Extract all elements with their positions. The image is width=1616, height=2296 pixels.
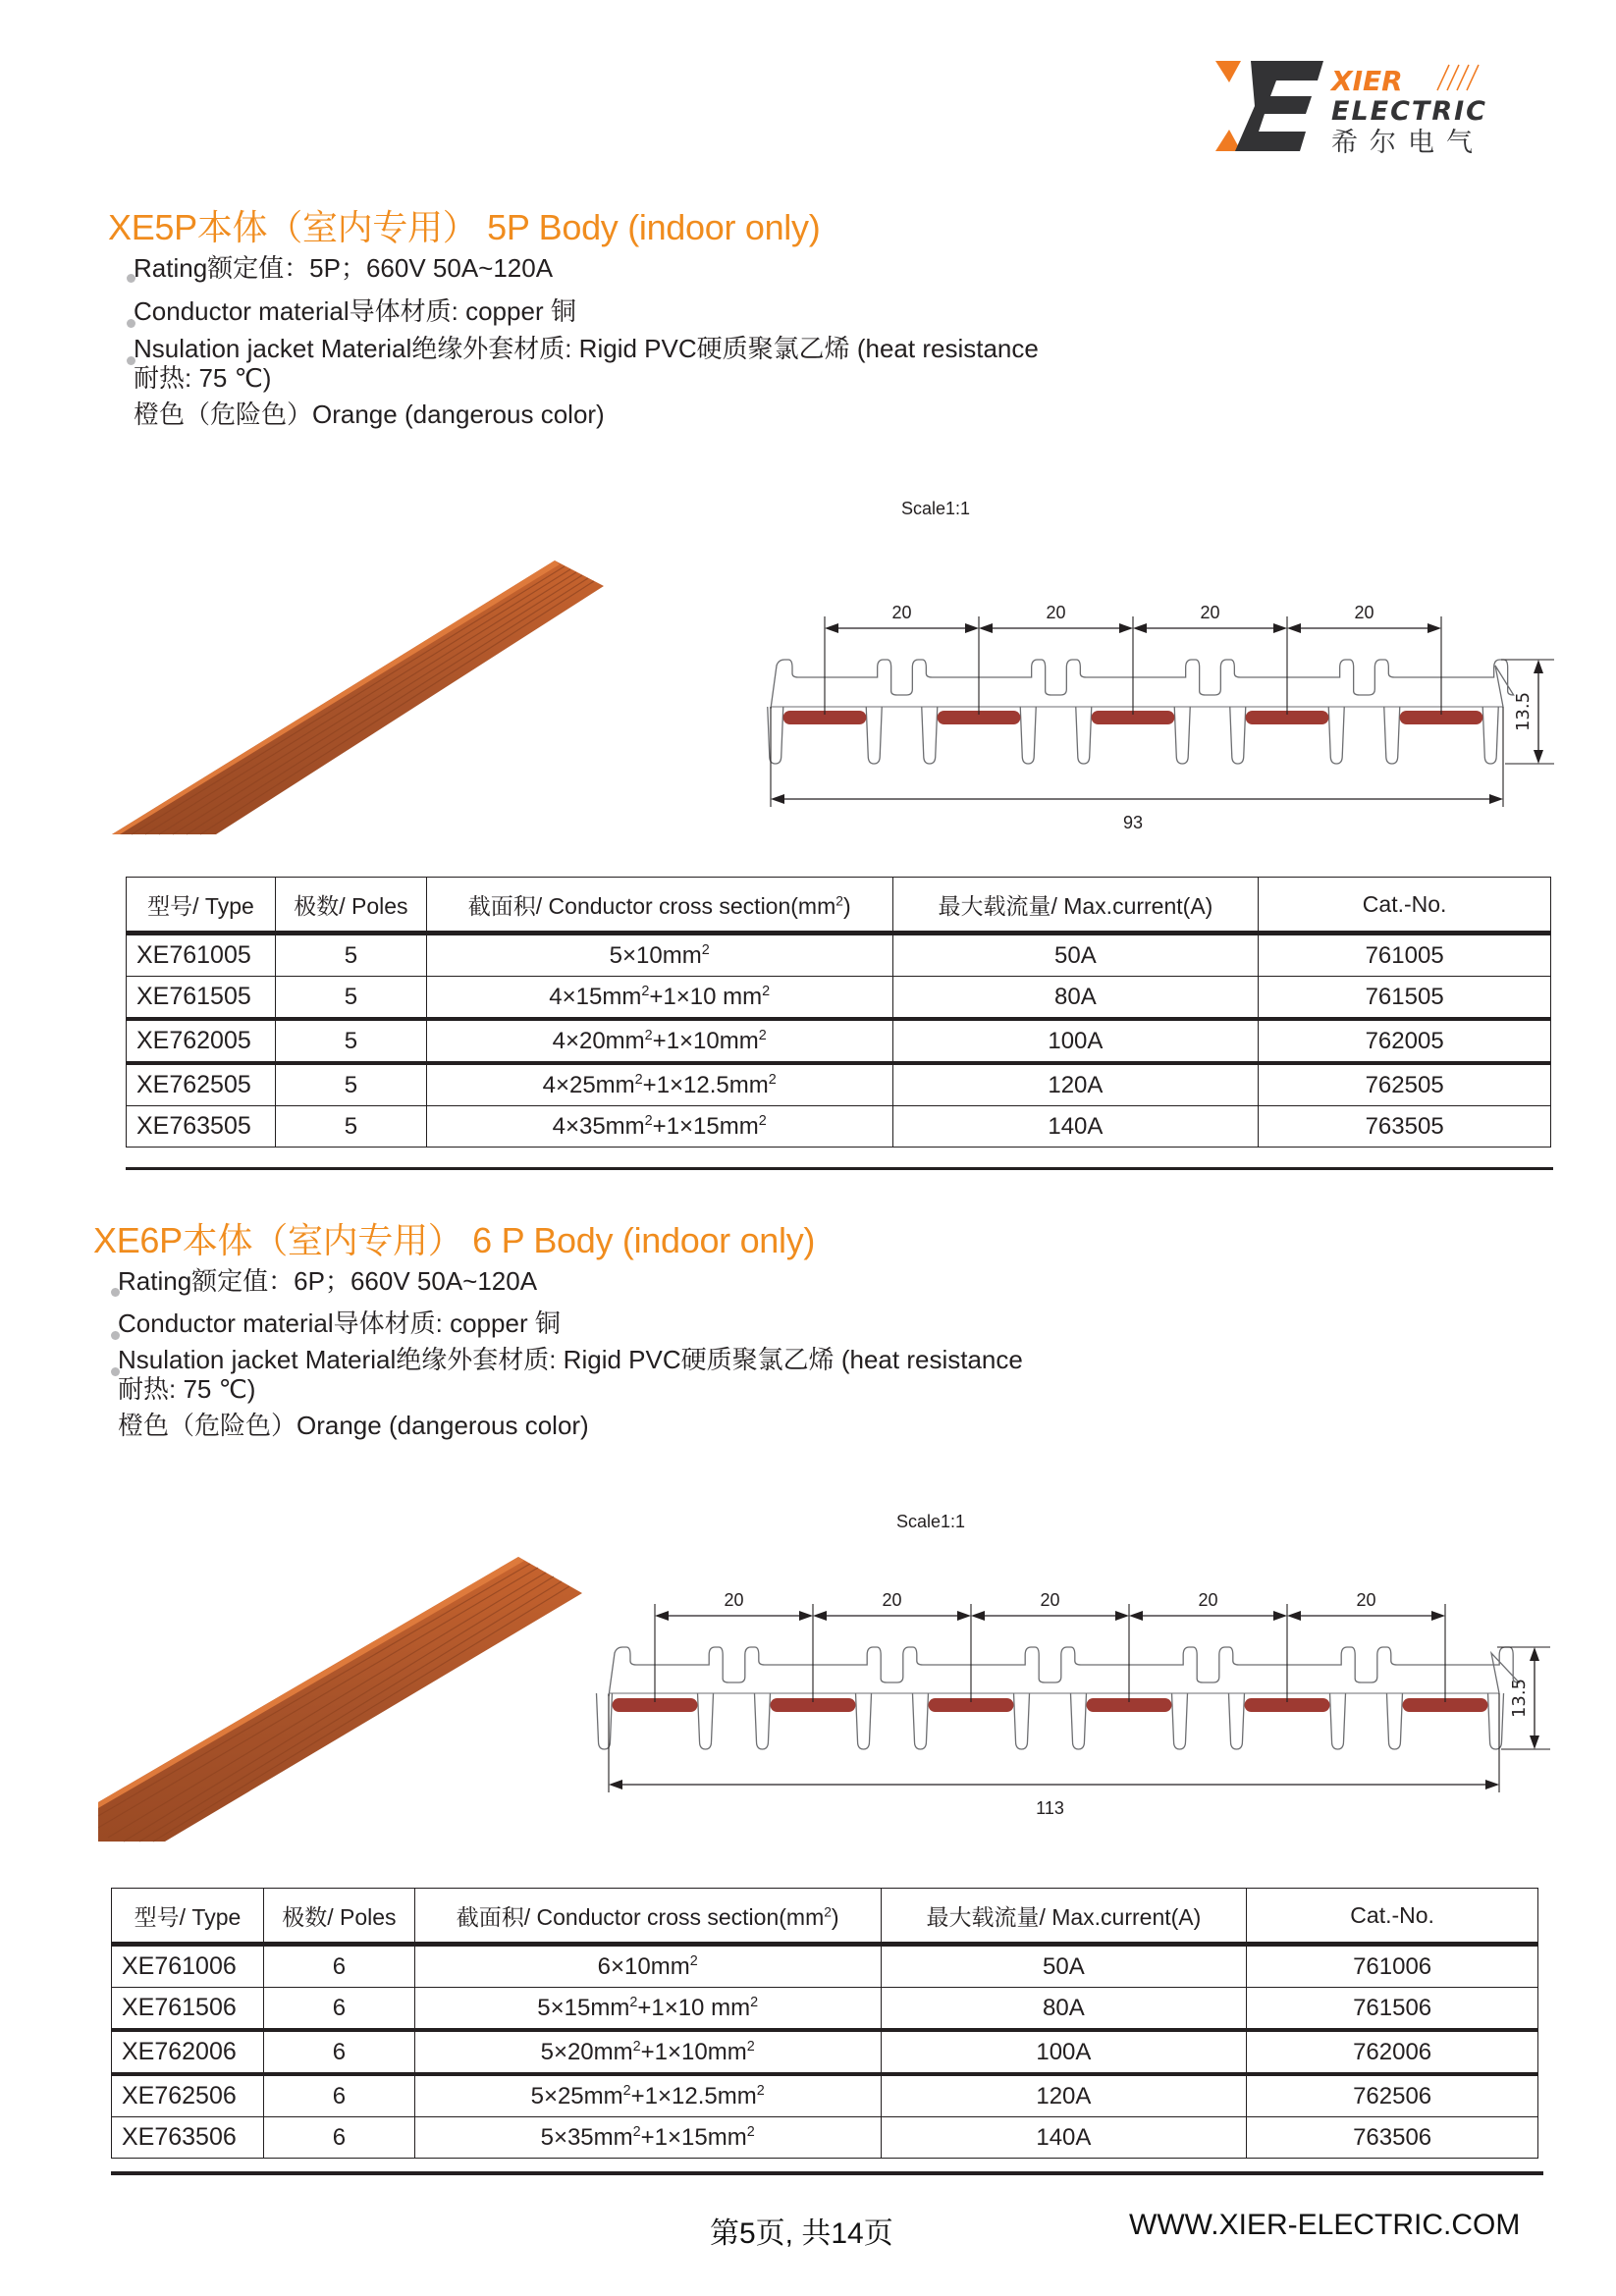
cell-poles: 6 [263, 2117, 414, 2159]
section-title-5p: XE5P本体（室内专用） 5P Body (indoor only) [108, 207, 821, 247]
table-header-row [127, 878, 1551, 934]
spec-conductor: Conductor material导体材质: copper 铜 [134, 296, 576, 326]
cell-cat-no: 763506 [1247, 2117, 1538, 2159]
cell-cat-no: 762005 [1259, 1019, 1551, 1063]
cell-cross-section: $4\times 25mm^2+1\times 12.5mm^2$ [426, 1063, 892, 1106]
cell-type: XE763505 [127, 1106, 276, 1148]
cell-poles: 6 [263, 2074, 414, 2117]
header-type: 型号/ Type [112, 1889, 264, 1945]
pitch-dimension [813, 1590, 971, 1621]
table-header-row [112, 1889, 1538, 1945]
cell-type: XE762505 [127, 1063, 276, 1106]
cell-max-current: 100A [892, 1019, 1259, 1063]
cell-poles: 5 [275, 1106, 426, 1148]
cell-type: XE762005 [127, 1019, 276, 1063]
pitch-dimension [825, 603, 979, 633]
pitch-dimension-label: 20 [1198, 1590, 1218, 1610]
section-divider [126, 1167, 1553, 1170]
technical-drawing-6p [594, 1590, 1556, 1860]
cell-cat-no: 761006 [1247, 1945, 1538, 1988]
cell-max-current: 120A [892, 1063, 1259, 1106]
spec-table-6p [111, 1888, 1538, 2159]
brand-name-line2: ELECTRIC [1331, 96, 1487, 127]
header-max-current: 最大载流量/ Max.current(A) [892, 878, 1259, 934]
cell-cat-no: 761506 [1247, 1988, 1538, 2031]
brand-name-cn: 希尔电气 [1331, 128, 1484, 158]
header-type: 型号/ Type [127, 878, 276, 934]
table-row [127, 934, 1551, 977]
cell-cat-no: 761505 [1259, 977, 1551, 1020]
table-row [127, 977, 1551, 1020]
table-row [127, 1063, 1551, 1106]
cell-type: XE761505 [127, 977, 276, 1020]
pitch-dimension [655, 1590, 813, 1621]
cell-poles: 5 [275, 977, 426, 1020]
width-dimension-label: 113 [1036, 1798, 1064, 1818]
cell-type: XE761506 [112, 1988, 264, 2031]
cell-type: XE762506 [112, 2074, 264, 2117]
header-cat-no: Cat.-No. [1247, 1889, 1538, 1945]
page-number: 第5页, 共14页 [710, 2217, 893, 2250]
pitch-dimension [1287, 1590, 1445, 1621]
cell-type: XE763506 [112, 2117, 264, 2159]
table-row [127, 1019, 1551, 1063]
height-dimension-label: 13.5 [1509, 1678, 1530, 1719]
xe-logo-mark-icon [1215, 57, 1539, 158]
drawing-scale-label: Scale1:1 [896, 1512, 966, 1531]
header-cross-section: 截面积/ Conductor cross $section(mm^2)$ [414, 1889, 881, 1945]
pitch-dimension [1129, 1590, 1287, 1621]
cell-cat-no: 762506 [1247, 2074, 1538, 2117]
header-poles: 极数/ Poles [263, 1889, 414, 1945]
header-poles: 极数/ Poles [275, 878, 426, 934]
pitch-dimension-label: 20 [891, 603, 912, 622]
cell-max-current: 80A [881, 1988, 1247, 2031]
brand-name-line1: XIER [1331, 65, 1403, 97]
cell-type: XE761005 [127, 934, 276, 977]
cell-poles: 6 [263, 1945, 414, 1988]
pitch-dimension-label: 20 [882, 1590, 902, 1610]
pitch-dimension-label: 20 [1040, 1590, 1060, 1610]
header-max-current: 最大载流量/ Max.current(A) [881, 1889, 1247, 1945]
busbar-product-image-5p [108, 555, 609, 844]
height-dimension [1497, 1647, 1550, 1749]
table-row [112, 1988, 1538, 2031]
spec-rating: Rating额定值：6P；660V 50A~120A [118, 1266, 538, 1296]
cell-poles: 6 [263, 2030, 414, 2074]
width-dimension [609, 1693, 1499, 1818]
cell-max-current: 120A [881, 2074, 1247, 2117]
section-title-6p: XE6P本体（室内专用） 6 P Body (indoor only) [93, 1220, 816, 1260]
width-dimension-label: 93 [1122, 813, 1144, 832]
website-link[interactable]: WWW.XIER-ELECTRIC.COM [1129, 2209, 1521, 2241]
technical-drawing-5p [756, 599, 1541, 839]
cell-cross-section: $4\times 15mm^2+1\times 10$ $mm^2$ [426, 977, 892, 1020]
cell-cat-no: 763505 [1259, 1106, 1551, 1148]
cell-cross-section: $4\times 35mm^2+1\times 15mm^2$ [426, 1106, 892, 1148]
height-dimension [1501, 660, 1554, 764]
pitch-dimension [971, 1590, 1129, 1621]
cell-cross-section: $6\times 10mm^2$ [414, 1945, 881, 1988]
cell-type: XE761006 [112, 1945, 264, 1988]
cell-cross-section: $5\times 25mm^2+1\times 12.5mm^2$ [414, 2074, 881, 2117]
cell-cross-section: $4\times 20mm^2+1\times 10mm^2$ [426, 1019, 892, 1063]
pitch-dimension [979, 603, 1133, 633]
cell-poles: 5 [275, 1063, 426, 1106]
table-row [127, 1106, 1551, 1148]
cell-poles: 5 [275, 934, 426, 977]
pitch-dimension-label: 20 [724, 1590, 744, 1610]
busbar-profile-outline [596, 1647, 1519, 1749]
cell-cat-no: 762505 [1259, 1063, 1551, 1106]
footer-divider [111, 2171, 1543, 2175]
height-dimension-label: 13.5 [1513, 691, 1534, 732]
spec-table-5p [126, 877, 1551, 1148]
pitch-dimension-label: 20 [1356, 1590, 1376, 1610]
pitch-dimension [1287, 603, 1441, 633]
spec-rating: Rating额定值：5P；660V 50A~120A [134, 253, 554, 283]
brand-logo [1215, 57, 1539, 158]
spec-conductor: Conductor material导体材质: copper 铜 [118, 1308, 561, 1338]
cell-cross-section: $5\times 15mm^2+1\times 10$ $mm^2$ [414, 1988, 881, 2031]
pitch-dimension [1133, 603, 1287, 633]
cell-max-current: 140A [892, 1106, 1259, 1148]
cell-poles: 6 [263, 1988, 414, 2031]
pitch-dimension-label: 20 [1354, 603, 1374, 622]
cell-max-current: 50A [892, 934, 1259, 977]
cell-cross-section: $5\times 10mm^2$ [426, 934, 892, 977]
spec-color: 橙色（危险色）Orange (dangerous color) [134, 400, 605, 429]
table-row [112, 1945, 1538, 1988]
cell-max-current: 140A [881, 2117, 1247, 2159]
table-row [112, 2117, 1538, 2159]
spec-insulation: Nsulation jacket Material绝缘外套材质: Rigid PVC硬质聚氯乙烯 (heat resistance [118, 1345, 1023, 1374]
table-row [112, 2074, 1538, 2117]
cell-max-current: 80A [892, 977, 1259, 1020]
spec-color: 橙色（危险色）Orange (dangerous color) [118, 1411, 589, 1440]
busbar-product-image-6p [96, 1549, 587, 1848]
cell-max-current: 50A [881, 1945, 1247, 1988]
drawing-scale-label: Scale1:1 [901, 499, 971, 518]
spec-insulation: Nsulation jacket Material绝缘外套材质: Rigid PVC硬质聚氯乙烯 (heat resistance [134, 334, 1039, 363]
table-row [112, 2030, 1538, 2074]
cell-poles: 5 [275, 1019, 426, 1063]
cell-cat-no: 761005 [1259, 934, 1551, 977]
header-cat-no: Cat.-No. [1259, 878, 1551, 934]
cell-max-current: 100A [881, 2030, 1247, 2074]
cell-type: XE762006 [112, 2030, 264, 2074]
cell-cross-section: $5\times 20mm^2+1\times 10mm^2$ [414, 2030, 881, 2074]
cell-cross-section: $5\times 35mm^2+1\times 15mm^2$ [414, 2117, 881, 2159]
header-cross-section: 截面积/ Conductor cross $section(mm^2)$ [426, 878, 892, 934]
pitch-dimension-label: 20 [1200, 603, 1220, 622]
cell-cat-no: 762006 [1247, 2030, 1538, 2074]
spec-heat-resistance: 耐热: 75 ℃) [134, 363, 272, 393]
spec-heat-resistance: 耐热: 75 ℃) [118, 1374, 256, 1404]
pitch-dimension-label: 20 [1046, 603, 1066, 622]
